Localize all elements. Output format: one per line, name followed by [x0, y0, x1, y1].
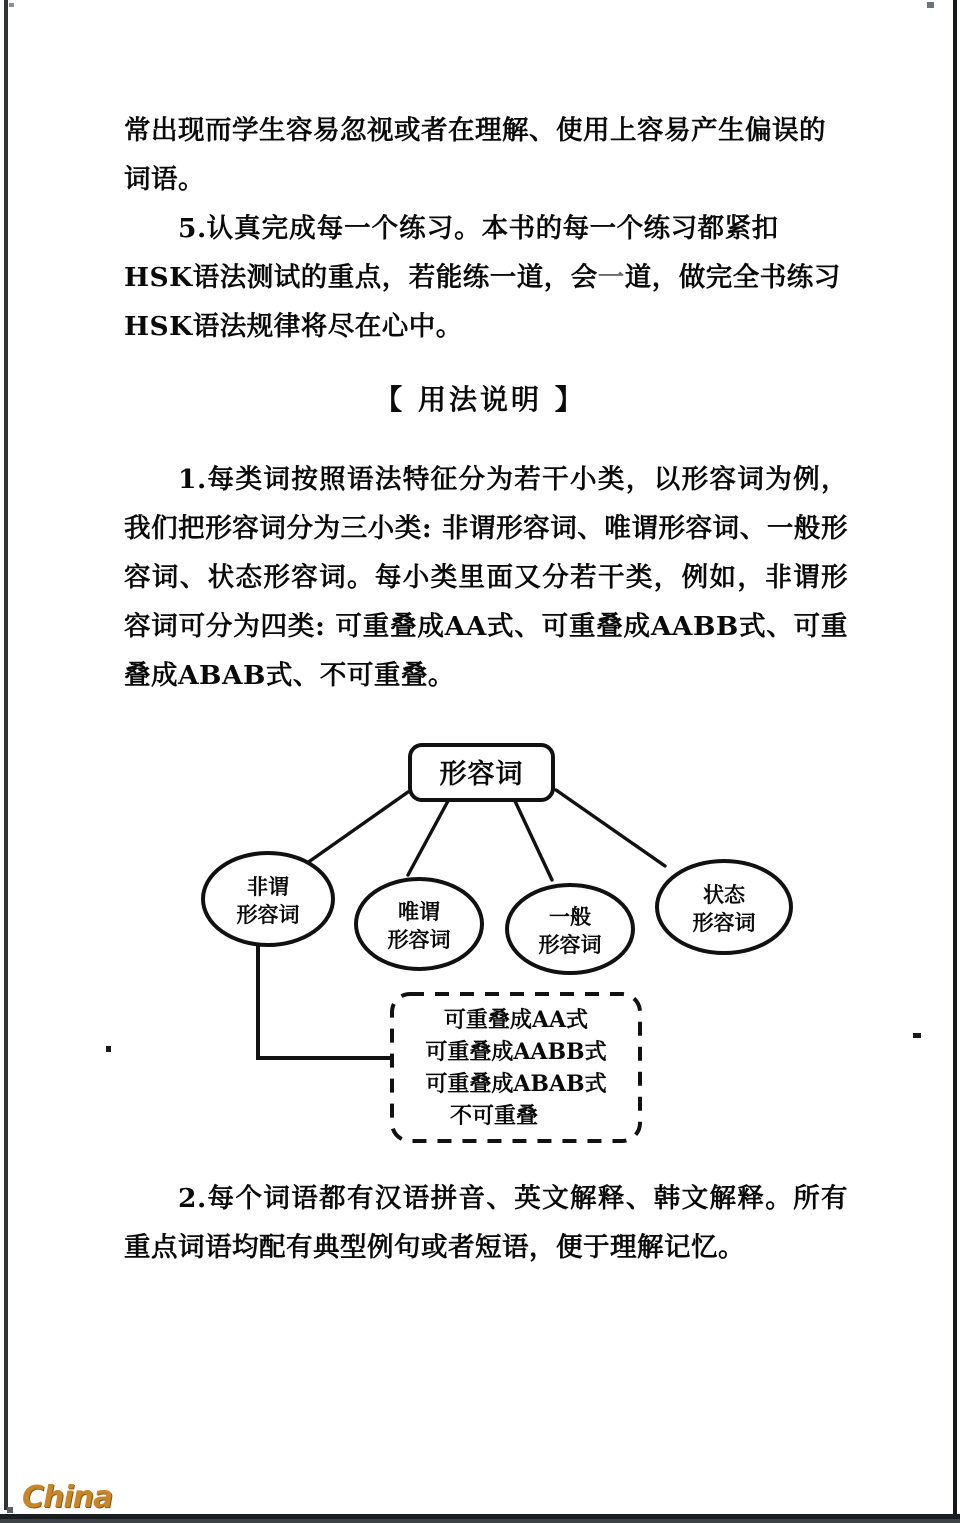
- connector-feiwei-to-detail-box: [258, 948, 400, 1058]
- paragraph-one: [124, 455, 848, 700]
- paragraph-two: [124, 1174, 848, 1272]
- paragraph-top-line-4: [124, 253, 848, 302]
- paragraph-top-line-2: 词语。: [124, 164, 205, 195]
- adjective-classification-diagram: [0, 700, 960, 1170]
- paragraph-one-text: 每类词按照语法特征分为若干小类，以形容词为例，我们把形容词分为三小类: 非谓形容词、唯谓形容词、一般形容词、状态形容词。每小类里面又分若干类，例如，非谓形容词可分为四类: 可重叠成AA式、可重叠成AABB式、可重叠成ABAB式、不可重叠。: [124, 464, 848, 691]
- node-yiban-shape: [507, 885, 633, 973]
- paragraph-top-item-5: [124, 204, 848, 253]
- detail-box-line-4: 不可重叠: [449, 1103, 539, 1129]
- scan-speck: [9, 3, 14, 7]
- list-number: 2.: [178, 1183, 207, 1214]
- connector-root-to-weiwei: [408, 801, 448, 875]
- node-feiwei-shape: [203, 853, 333, 945]
- item-bold-title: 认真完成每一个练习。: [206, 213, 482, 244]
- diagram-connectors: [300, 790, 665, 880]
- node-weiwei-label-line-1: 唯谓: [398, 899, 440, 924]
- scan-speck: [913, 1033, 921, 1038]
- root-node-label: 形容词: [439, 759, 524, 790]
- detail-box-line-1: 可重叠成AA式: [443, 1007, 589, 1033]
- node-weiwei-label-line-2: 形容词: [387, 927, 451, 952]
- page-edge-bottom-secondary: [0, 1519, 960, 1523]
- diagram-node-feiwei: [203, 853, 333, 945]
- node-yiban-label-line-2: 形容词: [538, 932, 602, 957]
- node-weiwei-shape: [356, 879, 482, 969]
- paragraph-two-text: 每个词语都有汉语拼音、英文解释、韩文解释。所有重点词语均配有典型例句或者短语，便于理解记忆。: [124, 1183, 848, 1263]
- node-feiwei-label-line-1: 非谓: [247, 874, 289, 899]
- watermark-china: China: [22, 1480, 113, 1515]
- diagram-node-weiwei: [356, 879, 482, 969]
- node-zhuangtai-label-line-2: 形容词: [692, 910, 756, 935]
- connector-root-to-yiban: [515, 801, 552, 880]
- item-body-c: 道，做完全书练习: [624, 262, 841, 293]
- detail-box-line-3: 可重叠成ABAB式: [425, 1071, 607, 1097]
- connector-root-to-zhuangtai: [556, 790, 665, 866]
- node-feiwei-label-line-2: 形容词: [236, 902, 300, 927]
- scan-speck: [927, 2, 934, 8]
- detail-box-line-2: 可重叠成AABB式: [425, 1039, 607, 1065]
- item-body-b: HSK语法测试的重点，若能练一道，会: [124, 262, 598, 293]
- node-yiban-label-line-1: 一般: [549, 904, 591, 929]
- paragraph-top-line-1: 常出现而学生容易忽视或者在理解、使用上容易产生偏误的: [124, 115, 826, 146]
- paragraph-top: [124, 106, 848, 351]
- item-body-a: 本书的每一个练习都紧扣: [481, 213, 779, 244]
- diagram-node-zhuangtai: [657, 861, 791, 953]
- section-heading: 【 用法说明 】: [374, 383, 586, 416]
- diagram-node-yiban: [507, 885, 633, 973]
- connector-root-to-feiwei: [300, 792, 408, 868]
- node-zhuangtai-label-line-1: 状态: [703, 882, 745, 907]
- item-body-faint: 一: [597, 262, 625, 293]
- scan-speck: [106, 1046, 111, 1052]
- scan-speck: [7, 1507, 13, 1513]
- list-number: 5.: [178, 213, 207, 244]
- list-number: 1.: [178, 464, 207, 495]
- paragraph-top-line-5: HSK语法规律将尽在心中。: [124, 311, 463, 342]
- node-zhuangtai-shape: [657, 861, 791, 953]
- diagram-detail-box: [392, 994, 640, 1141]
- diagram-root-node: [410, 745, 553, 800]
